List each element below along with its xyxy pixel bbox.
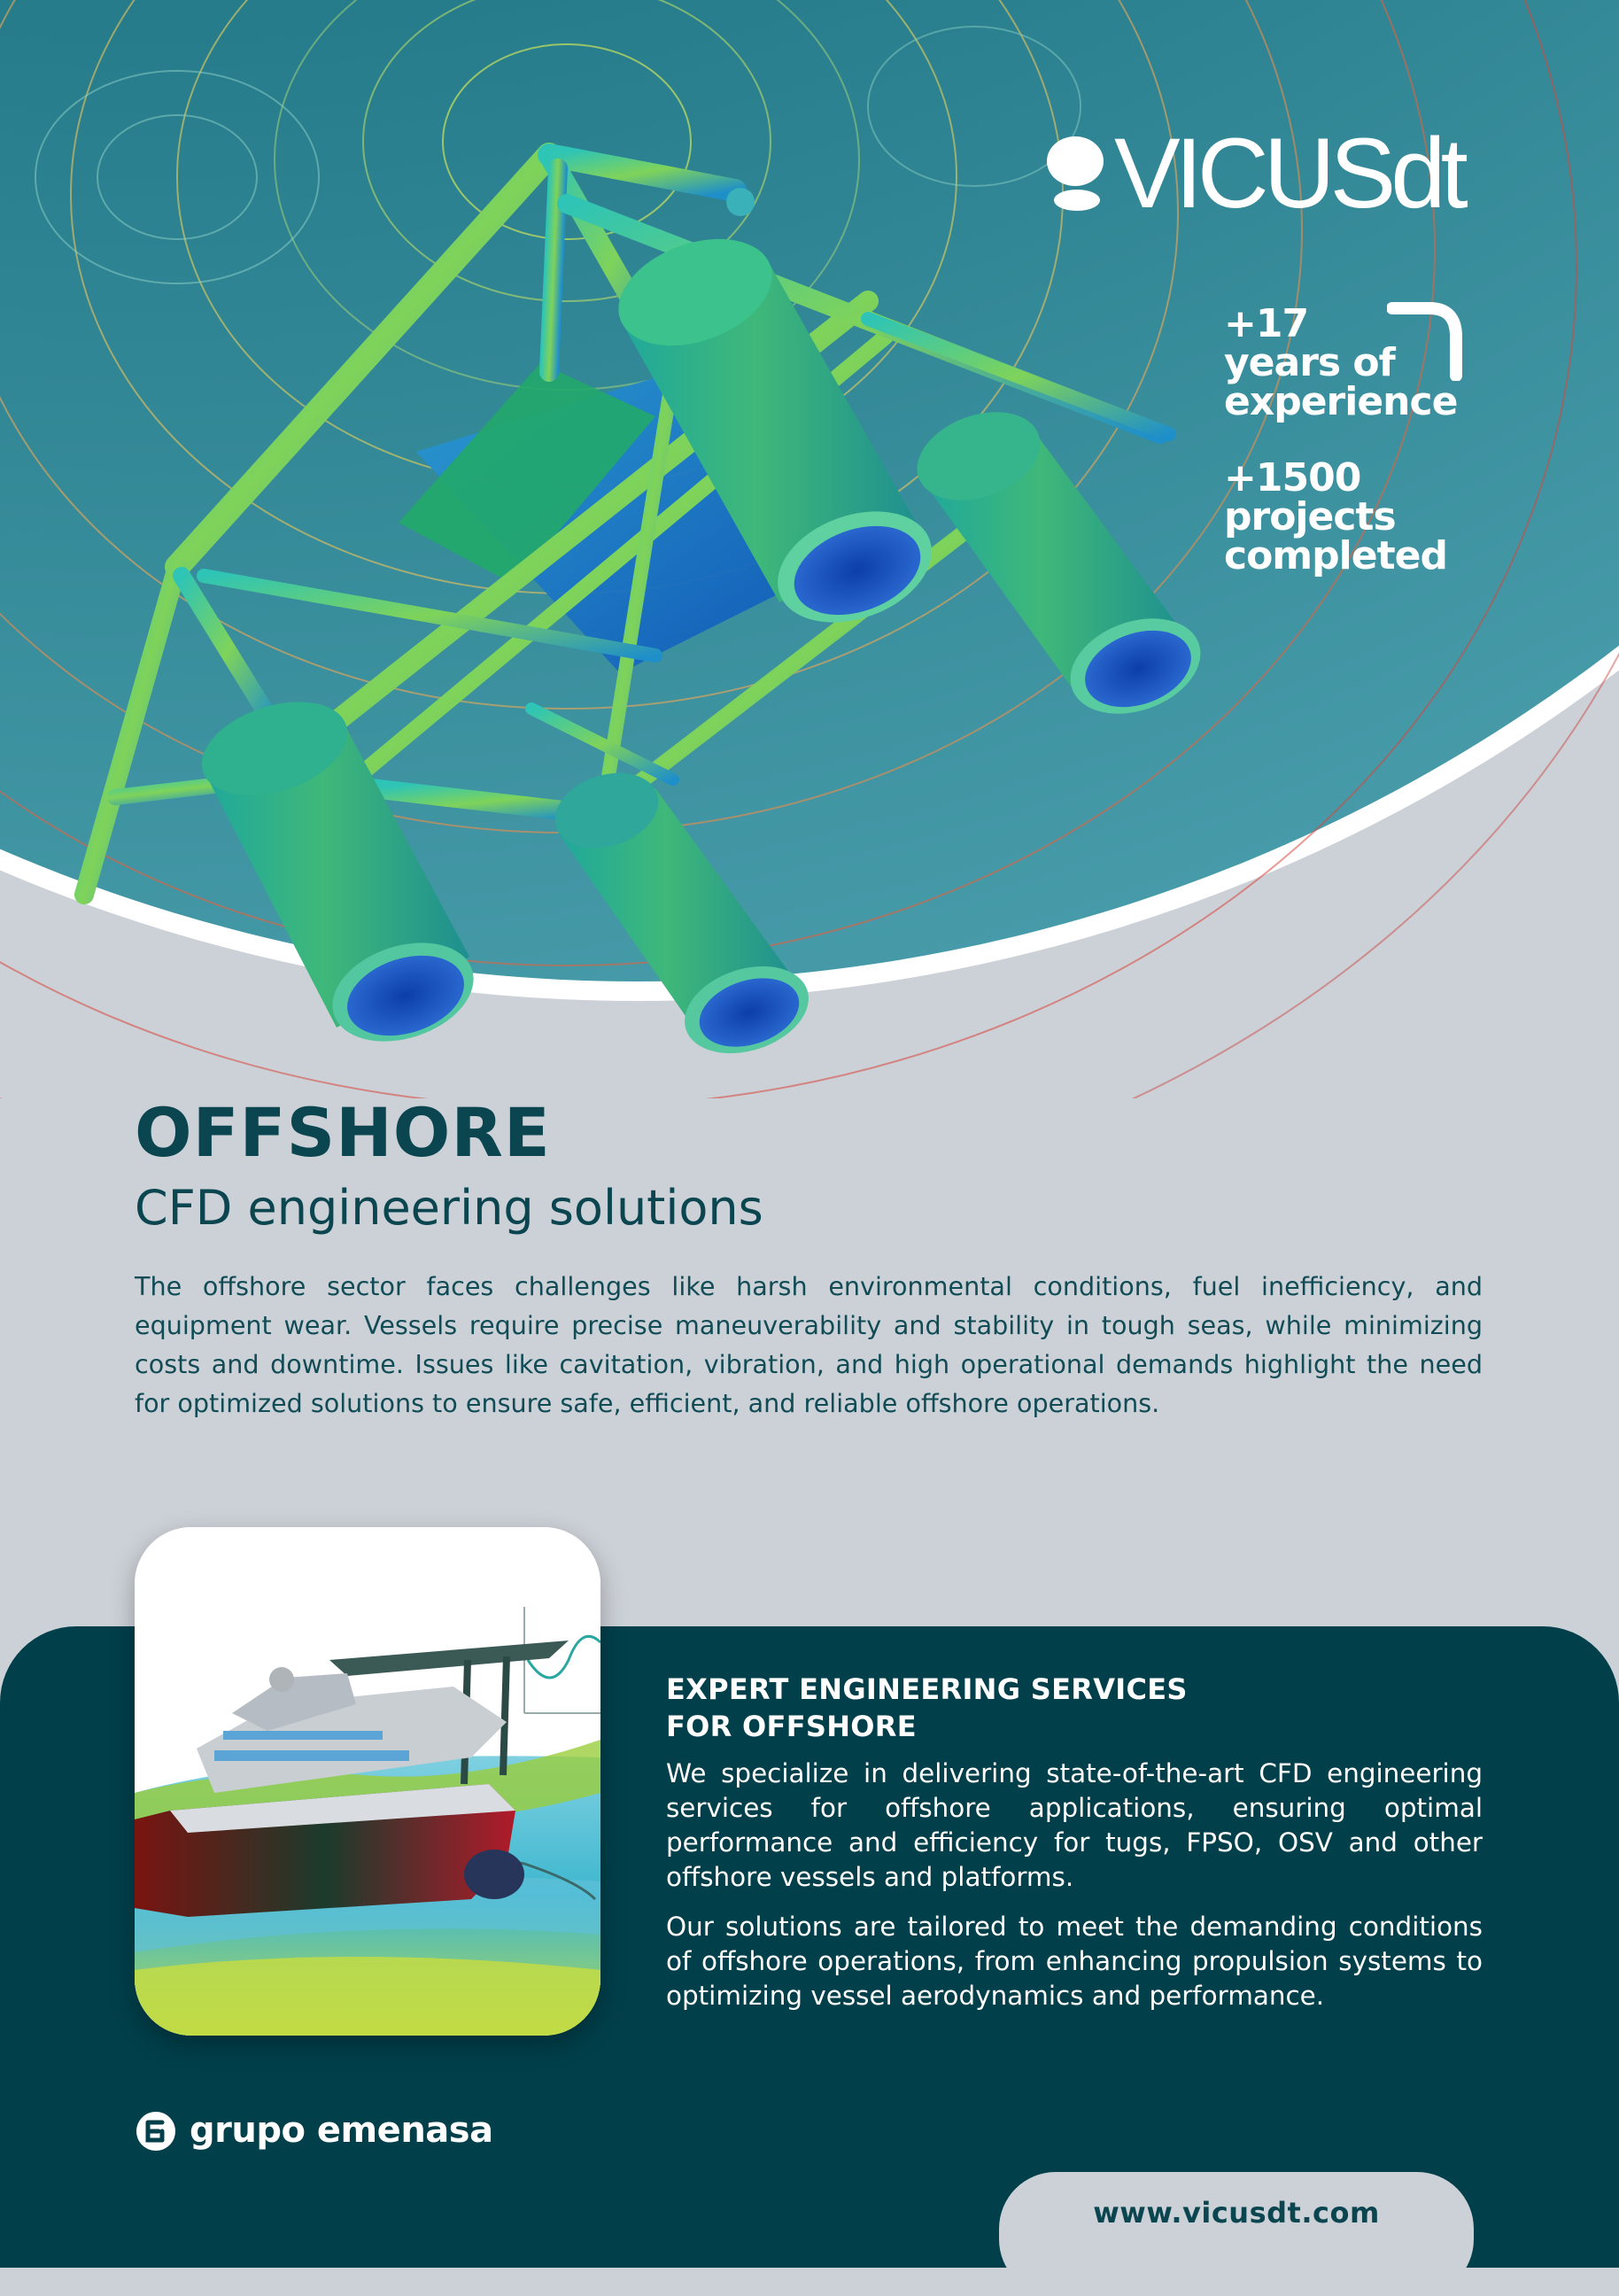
services-heading: EXPERT ENGINEERING SERVICES FOR OFFSHORE [666,1672,1188,1743]
intro-paragraph: The offshore sector faces challenges like harsh environmental conditions, fuel inefficiency, and equipment wear. Vessels require precise maneuverability and stability in tough seas, while minimizing costs and downtime. Issues like cavitation, vibration, and high operational demands highlight the need for optimized solutions to ensure safe, efficient, and reliable offshore operations. [135,1271,1483,1418]
stat-projects: +1500 projects completed [1224,455,1447,578]
page-title: OFFSHORE [135,1093,551,1172]
website-url[interactable]: www.vicusdt.com [1093,2196,1380,2230]
stat-experience: +17 years of experience [1224,301,1458,424]
vessel-cfd-render [135,1527,600,2036]
grupo-emenasa-logo[interactable] [135,2108,507,2154]
services-paragraph-1: We specialize in delivering state-of-the-art CFD engineering services for offshore applications, ensuring optimal performance and efficiency for tugs, FPSO, OSV and other offshore vessels and platforms. [666,1758,1483,1892]
grupo-emenasa-icon [135,2110,177,2152]
website-link[interactable] [999,2172,1474,2296]
hero-cfd-image [0,0,1619,1098]
group-name: grupo emenasa [190,2110,493,2151]
page-subtitle: CFD engineering solutions [135,1180,763,1236]
services-paragraph-2: Our solutions are tailored to meet the demanding conditions of offshore operations, from enhancing propulsion systems to optimizing vessel aerodynamics and performance. [666,1912,1483,2011]
vicus-logo-icon [1043,135,1114,220]
vicusdt-logo[interactable] [1043,118,1504,229]
vessel-cfd-image-card [135,1527,600,2036]
logo-wordmark: VICUSdt [1114,118,1463,229]
